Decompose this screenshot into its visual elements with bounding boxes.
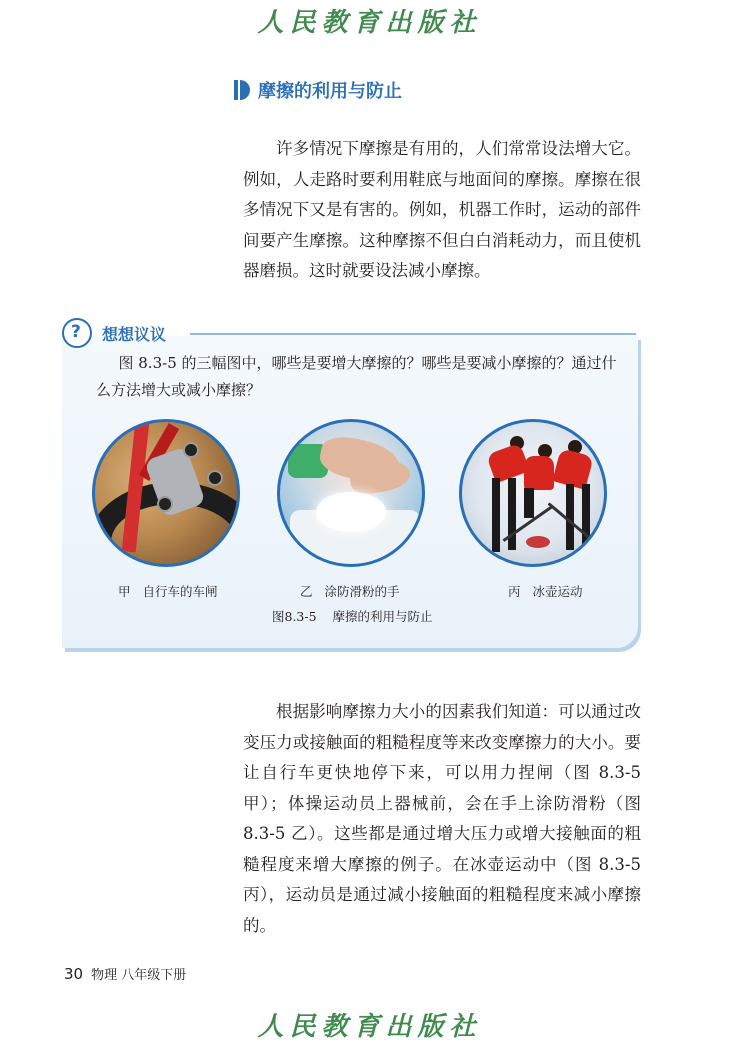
publisher-logo-top: 人民教育出版社: [257, 8, 482, 38]
caption-text: 自行车的车闸: [142, 584, 218, 599]
caption-text: 冰壶运动: [532, 584, 583, 599]
caption-text: 涂防滑粉的手: [324, 584, 400, 599]
caption-label: 甲: [118, 584, 131, 599]
discussion-question-text: 图 8.3-5 的三幅图中，哪些是要增大摩擦的？哪些是要减小摩擦的？通过什么方法增大或减小摩擦？: [96, 354, 617, 399]
chalk-hands-photo: [277, 419, 425, 567]
figure-title: 摩擦的利用与防止: [332, 609, 433, 624]
bicycle-brake-photo: [92, 419, 240, 567]
discussion-face-icon: ?: [62, 318, 92, 348]
caption-label: 丙: [508, 584, 521, 599]
caption-label: 乙: [300, 584, 313, 599]
paragraph-intro: [243, 134, 641, 287]
section-title: 摩擦的利用与防止: [258, 81, 402, 102]
paragraph-explanation-text: 根据影响摩擦力大小的因素我们知道：可以通过改变压力或接触面的粗糙程度等来改变摩擦力的大小。要让自行车更快地停下来，可以用力捏闸（图 8.3-5 甲）；体操运动员上器械前，会在手上涂防滑粉（图 8.3-5 乙）。这些都是通过增大压力或增大接触面的粗糙程度来增大摩擦的例子。在冰壶运动中（图 8.3-5 丙），运动员是通过减小接触面的粗糙程度来减小摩擦的。: [243, 702, 641, 935]
figure-caption: [272, 607, 432, 625]
figure-number: 图8.3-5: [272, 609, 317, 624]
discussion-title: 想想议议: [102, 324, 167, 344]
page-number: 30: [64, 965, 84, 983]
paragraph-explanation: [243, 697, 641, 941]
page-footer: [64, 964, 186, 983]
section-heading: [234, 78, 402, 102]
discussion-question: [96, 350, 626, 404]
caption-curling: [508, 582, 582, 600]
discussion-divider: [190, 333, 636, 335]
curling-photo: [459, 419, 607, 567]
book-title: 物理 八年级下册: [91, 968, 187, 983]
caption-chalk-hands: [300, 582, 399, 600]
section-marker-icon: [234, 80, 252, 100]
paragraph-intro-text: 许多情况下摩擦是有用的，人们常常设法增大它。例如，人走路时要利用鞋底与地面间的摩擦。摩擦在很多情况下又是有害的。例如，机器工作时，运动的部件间要产生摩擦。这种摩擦不但白白消耗动力，而且使机器磨损。这时就要设法减小摩擦。: [243, 139, 641, 280]
publisher-logo-bottom: 人民教育出版社: [257, 1012, 482, 1042]
caption-bicycle-brake: [118, 582, 217, 600]
discussion-heading: [62, 316, 166, 350]
